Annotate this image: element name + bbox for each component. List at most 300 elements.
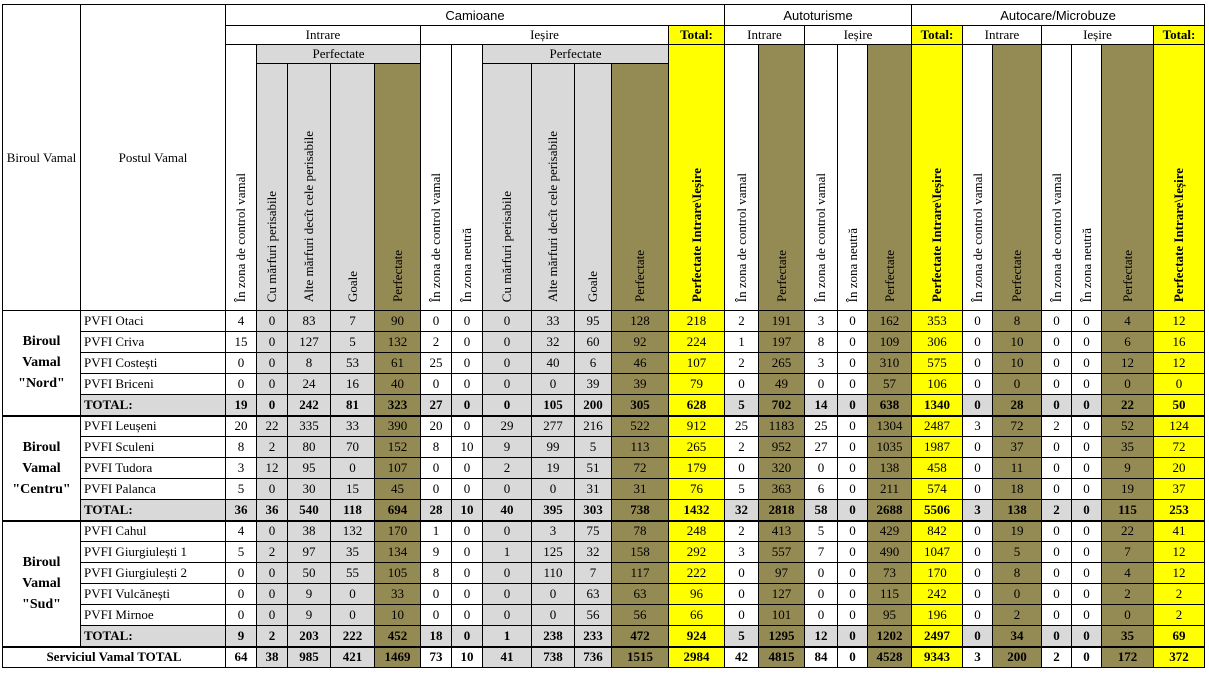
cell-value: 4528 bbox=[868, 647, 912, 668]
cell-value: 172 bbox=[1102, 647, 1154, 668]
cell-value: 0 bbox=[838, 626, 868, 647]
post-name: PVFI Sculeni bbox=[81, 437, 226, 458]
cell-value: 0 bbox=[725, 584, 759, 605]
cell-value: 0 bbox=[838, 563, 868, 584]
cell-value: 702 bbox=[759, 395, 805, 416]
cell-value: 0 bbox=[1042, 542, 1072, 563]
cell-value: 95 bbox=[575, 311, 612, 332]
cell-value: 0 bbox=[532, 479, 575, 500]
cell-value: 196 bbox=[912, 605, 963, 626]
cell-value: 7 bbox=[331, 311, 375, 332]
cell-value: 0 bbox=[483, 311, 532, 332]
cell-value: 0 bbox=[1072, 479, 1102, 500]
cell-value: 0 bbox=[963, 437, 993, 458]
header-bus-iesire: Ieșire bbox=[1042, 26, 1154, 45]
cell-value: 0 bbox=[452, 563, 483, 584]
cell-value: 99 bbox=[532, 437, 575, 458]
cell-value: 0 bbox=[838, 395, 868, 416]
cell-value: 30 bbox=[288, 479, 331, 500]
cell-value: 35 bbox=[331, 542, 375, 563]
cell-value: 3 bbox=[963, 416, 993, 437]
header-autoturisme: Autoturisme bbox=[725, 5, 912, 26]
biroul-name: Biroul Vamal "Sud" bbox=[3, 521, 81, 647]
header-auto-iesire: Ieșire bbox=[805, 26, 912, 45]
cell-value: 0 bbox=[805, 563, 838, 584]
cell-value: 24 bbox=[288, 374, 331, 395]
cell-value: 32 bbox=[725, 500, 759, 521]
cell-value: 277 bbox=[532, 416, 575, 437]
cell-value: 179 bbox=[669, 458, 725, 479]
cell-value: 0 bbox=[838, 311, 868, 332]
cell-value: 1 bbox=[725, 332, 759, 353]
cell-value: 0 bbox=[483, 395, 532, 416]
cell-value: 107 bbox=[669, 353, 725, 374]
cell-value: 0 bbox=[226, 353, 257, 374]
table-row bbox=[3, 437, 1205, 458]
cell-value: 110 bbox=[532, 563, 575, 584]
cell-value: 56 bbox=[575, 605, 612, 626]
cell-value: 985 bbox=[288, 647, 331, 668]
cell-value: 0 bbox=[421, 374, 452, 395]
cell-value: 132 bbox=[375, 332, 421, 353]
post-name: PVFI Mirnoe bbox=[81, 605, 226, 626]
cell-value: 0 bbox=[483, 479, 532, 500]
cell-value: 0 bbox=[532, 584, 575, 605]
cell-value: 575 bbox=[912, 353, 963, 374]
cell-value: 39 bbox=[612, 374, 669, 395]
cell-value: 9 bbox=[288, 605, 331, 626]
cell-value: 0 bbox=[1072, 437, 1102, 458]
cell-value: 25 bbox=[725, 416, 759, 437]
cell-value: 242 bbox=[912, 584, 963, 605]
cell-value: 0 bbox=[1072, 458, 1102, 479]
cell-value: 1340 bbox=[912, 395, 963, 416]
cell-value: 49 bbox=[759, 374, 805, 395]
cell-value: 0 bbox=[963, 563, 993, 584]
cell-value: 3 bbox=[963, 500, 993, 521]
header-col-perisabile: Cu mărfuri perisabile bbox=[257, 64, 288, 311]
cell-value: 253 bbox=[1154, 500, 1205, 521]
header-col-perfectate: Perfectate bbox=[868, 45, 912, 311]
cell-value: 170 bbox=[375, 521, 421, 542]
header-col-zona-neutra: În zona neutră bbox=[452, 45, 483, 311]
cell-value: 14 bbox=[805, 395, 838, 416]
total-label: TOTAL: bbox=[81, 626, 226, 647]
cell-value: 33 bbox=[532, 311, 575, 332]
cell-value: 37 bbox=[1154, 479, 1205, 500]
cell-value: 0 bbox=[963, 584, 993, 605]
header-col-zona-neutra: În zona neutră bbox=[1072, 45, 1102, 311]
cell-value: 0 bbox=[963, 542, 993, 563]
cell-value: 320 bbox=[759, 458, 805, 479]
cell-value: 46 bbox=[612, 353, 669, 374]
cell-value: 83 bbox=[288, 311, 331, 332]
cell-value: 0 bbox=[1072, 395, 1102, 416]
cell-value: 33 bbox=[331, 416, 375, 437]
cell-value: 42 bbox=[725, 647, 759, 668]
cell-value: 0 bbox=[805, 458, 838, 479]
header-camioane-intrare: Intrare bbox=[226, 26, 421, 45]
cell-value: 20 bbox=[421, 416, 452, 437]
cell-value: 1987 bbox=[912, 437, 963, 458]
cell-value: 11 bbox=[993, 458, 1042, 479]
biroul-name: Biroul Vamal "Centru" bbox=[3, 416, 81, 521]
cell-value: 69 bbox=[1154, 626, 1205, 647]
cell-value: 4815 bbox=[759, 647, 805, 668]
cell-value: 12 bbox=[1102, 353, 1154, 374]
cell-value: 109 bbox=[868, 332, 912, 353]
cell-value: 64 bbox=[226, 647, 257, 668]
cell-value: 1 bbox=[421, 521, 452, 542]
cell-value: 0 bbox=[963, 395, 993, 416]
cell-value: 0 bbox=[963, 311, 993, 332]
cell-value: 35 bbox=[1102, 626, 1154, 647]
cell-value: 50 bbox=[288, 563, 331, 584]
section-total-row bbox=[3, 395, 1205, 416]
cell-value: 2 bbox=[725, 353, 759, 374]
cell-value: 75 bbox=[575, 521, 612, 542]
cell-value: 81 bbox=[331, 395, 375, 416]
cell-value: 63 bbox=[575, 584, 612, 605]
header-perfectate-group: Perfectate bbox=[257, 45, 421, 64]
cell-value: 2818 bbox=[759, 500, 805, 521]
cell-value: 32 bbox=[532, 332, 575, 353]
cell-value: 222 bbox=[669, 563, 725, 584]
cell-value: 4 bbox=[226, 311, 257, 332]
cell-value: 242 bbox=[288, 395, 331, 416]
cell-value: 12 bbox=[1154, 311, 1205, 332]
cell-value: 8 bbox=[421, 563, 452, 584]
cell-value: 0 bbox=[1072, 332, 1102, 353]
cell-value: 0 bbox=[1042, 584, 1072, 605]
cell-value: 31 bbox=[575, 479, 612, 500]
cell-value: 0 bbox=[1072, 584, 1102, 605]
cell-value: 115 bbox=[1102, 500, 1154, 521]
cell-value: 0 bbox=[838, 542, 868, 563]
cell-value: 2 bbox=[257, 437, 288, 458]
cell-value: 0 bbox=[1042, 353, 1072, 374]
cell-value: 0 bbox=[838, 332, 868, 353]
cell-value: 15 bbox=[331, 479, 375, 500]
cell-value: 73 bbox=[868, 563, 912, 584]
cell-value: 2 bbox=[1042, 647, 1072, 668]
cell-value: 5 bbox=[993, 542, 1042, 563]
table-row bbox=[3, 458, 1205, 479]
cell-value: 2984 bbox=[669, 647, 725, 668]
table-row bbox=[3, 563, 1205, 584]
cell-value: 0 bbox=[805, 584, 838, 605]
cell-value: 19 bbox=[532, 458, 575, 479]
post-name: PVFI Tudora bbox=[81, 458, 226, 479]
cell-value: 0 bbox=[1072, 605, 1102, 626]
cell-value: 0 bbox=[452, 479, 483, 500]
cell-value: 306 bbox=[912, 332, 963, 353]
cell-value: 1304 bbox=[868, 416, 912, 437]
cell-value: 2 bbox=[257, 542, 288, 563]
header-col-zona-control: În zona de control vamal bbox=[421, 45, 452, 311]
cell-value: 55 bbox=[331, 563, 375, 584]
cell-value: 0 bbox=[1042, 332, 1072, 353]
cell-value: 0 bbox=[963, 521, 993, 542]
cell-value: 4 bbox=[1102, 311, 1154, 332]
cell-value: 421 bbox=[331, 647, 375, 668]
cell-value: 413 bbox=[759, 521, 805, 542]
cell-value: 472 bbox=[612, 626, 669, 647]
cell-value: 0 bbox=[1042, 395, 1072, 416]
header-col-alte: Alte mărfuri decît cele perisabile bbox=[288, 64, 331, 311]
cell-value: 363 bbox=[759, 479, 805, 500]
cell-value: 0 bbox=[452, 311, 483, 332]
cell-value: 7 bbox=[805, 542, 838, 563]
cell-value: 0 bbox=[452, 416, 483, 437]
cell-value: 22 bbox=[257, 416, 288, 437]
header-col-perf-intrare-iesire: Perfectate Intrare\Ieșire bbox=[912, 45, 963, 311]
cell-value: 0 bbox=[1102, 605, 1154, 626]
cell-value: 101 bbox=[759, 605, 805, 626]
cell-value: 9 bbox=[288, 584, 331, 605]
cell-value: 8 bbox=[805, 332, 838, 353]
cell-value: 0 bbox=[1042, 605, 1072, 626]
cell-value: 8 bbox=[288, 353, 331, 374]
cell-value: 22 bbox=[1102, 521, 1154, 542]
cell-value: 58 bbox=[805, 500, 838, 521]
cell-value: 84 bbox=[805, 647, 838, 668]
cell-value: 19 bbox=[993, 521, 1042, 542]
header-col-zona-control: În zona de control vamal bbox=[805, 45, 838, 311]
post-name: PVFI Briceni bbox=[81, 374, 226, 395]
cell-value: 138 bbox=[868, 458, 912, 479]
cell-value: 0 bbox=[838, 521, 868, 542]
cell-value: 0 bbox=[331, 458, 375, 479]
header-col-perf-intrare-iesire: Perfectate Intrare\Ieșire bbox=[1154, 45, 1205, 311]
cell-value: 490 bbox=[868, 542, 912, 563]
cell-value: 5 bbox=[226, 542, 257, 563]
cell-value: 2 bbox=[1154, 584, 1205, 605]
cell-value: 265 bbox=[669, 437, 725, 458]
cell-value: 0 bbox=[257, 395, 288, 416]
cell-value: 5 bbox=[805, 521, 838, 542]
cell-value: 97 bbox=[288, 542, 331, 563]
cell-value: 0 bbox=[1042, 311, 1072, 332]
table-row bbox=[3, 311, 1205, 332]
cell-value: 0 bbox=[1042, 479, 1072, 500]
cell-value: 95 bbox=[868, 605, 912, 626]
cell-value: 25 bbox=[421, 353, 452, 374]
header-col-perfectate: Perfectate bbox=[375, 64, 421, 311]
cell-value: 72 bbox=[1154, 437, 1205, 458]
header-col-zona-control: În zona de control vamal bbox=[226, 45, 257, 311]
cell-value: 738 bbox=[532, 647, 575, 668]
cell-value: 0 bbox=[838, 353, 868, 374]
cell-value: 5 bbox=[725, 395, 759, 416]
cell-value: 2 bbox=[1042, 416, 1072, 437]
cell-value: 36 bbox=[257, 500, 288, 521]
cell-value: 9 bbox=[483, 437, 532, 458]
header-postul-vamal: Postul Vamal bbox=[81, 5, 226, 311]
header-auto-total: Total: bbox=[912, 26, 963, 45]
cell-value: 952 bbox=[759, 437, 805, 458]
cell-value: 0 bbox=[725, 605, 759, 626]
cell-value: 0 bbox=[226, 605, 257, 626]
cell-value: 70 bbox=[331, 437, 375, 458]
cell-value: 52 bbox=[1102, 416, 1154, 437]
cell-value: 557 bbox=[759, 542, 805, 563]
post-name: PVFI Palanca bbox=[81, 479, 226, 500]
cell-value: 0 bbox=[257, 332, 288, 353]
cell-value: 41 bbox=[1154, 521, 1205, 542]
cell-value: 0 bbox=[483, 605, 532, 626]
cell-value: 0 bbox=[483, 521, 532, 542]
cell-value: 15 bbox=[226, 332, 257, 353]
cell-value: 1295 bbox=[759, 626, 805, 647]
cell-value: 574 bbox=[912, 479, 963, 500]
cell-value: 540 bbox=[288, 500, 331, 521]
cell-value: 8 bbox=[226, 437, 257, 458]
cell-value: 233 bbox=[575, 626, 612, 647]
cell-value: 3 bbox=[532, 521, 575, 542]
cell-value: 128 bbox=[612, 311, 669, 332]
cell-value: 105 bbox=[375, 563, 421, 584]
cell-value: 1183 bbox=[759, 416, 805, 437]
cell-value: 0 bbox=[1072, 521, 1102, 542]
cell-value: 63 bbox=[612, 584, 669, 605]
cell-value: 0 bbox=[1042, 521, 1072, 542]
cell-value: 9343 bbox=[912, 647, 963, 668]
post-name: PVFI Otaci bbox=[81, 311, 226, 332]
cell-value: 0 bbox=[1072, 374, 1102, 395]
cell-value: 158 bbox=[612, 542, 669, 563]
cell-value: 9 bbox=[421, 542, 452, 563]
cell-value: 39 bbox=[575, 374, 612, 395]
cell-value: 117 bbox=[612, 563, 669, 584]
cell-value: 3 bbox=[805, 353, 838, 374]
cell-value: 0 bbox=[963, 458, 993, 479]
cell-value: 353 bbox=[912, 311, 963, 332]
header-col-perfectate: Perfectate bbox=[759, 45, 805, 311]
cell-value: 200 bbox=[993, 647, 1042, 668]
cell-value: 50 bbox=[1154, 395, 1205, 416]
cell-value: 2 bbox=[1042, 500, 1072, 521]
table-row bbox=[3, 542, 1205, 563]
cell-value: 0 bbox=[331, 605, 375, 626]
cell-value: 310 bbox=[868, 353, 912, 374]
cell-value: 1 bbox=[483, 542, 532, 563]
cell-value: 248 bbox=[669, 521, 725, 542]
header-autocare: Autocare/Microbuze bbox=[912, 5, 1205, 26]
cell-value: 5 bbox=[226, 479, 257, 500]
cell-value: 238 bbox=[532, 626, 575, 647]
total-label: TOTAL: bbox=[81, 500, 226, 521]
cell-value: 0 bbox=[452, 353, 483, 374]
post-name: PVFI Cahul bbox=[81, 521, 226, 542]
header-perfectate-group: Perfectate bbox=[483, 45, 669, 64]
cell-value: 4 bbox=[226, 521, 257, 542]
cell-value: 0 bbox=[838, 458, 868, 479]
cell-value: 118 bbox=[331, 500, 375, 521]
cell-value: 19 bbox=[226, 395, 257, 416]
cell-value: 912 bbox=[669, 416, 725, 437]
cell-value: 127 bbox=[759, 584, 805, 605]
cell-value: 41 bbox=[483, 647, 532, 668]
cell-value: 0 bbox=[1154, 374, 1205, 395]
cell-value: 138 bbox=[993, 500, 1042, 521]
cell-value: 8 bbox=[993, 563, 1042, 584]
cell-value: 2 bbox=[993, 605, 1042, 626]
cell-value: 211 bbox=[868, 479, 912, 500]
cell-value: 6 bbox=[805, 479, 838, 500]
cell-value: 1469 bbox=[375, 647, 421, 668]
cell-value: 0 bbox=[226, 563, 257, 584]
cell-value: 0 bbox=[838, 647, 868, 668]
cell-value: 1 bbox=[483, 626, 532, 647]
table-row bbox=[3, 374, 1205, 395]
cell-value: 2 bbox=[483, 458, 532, 479]
cell-value: 16 bbox=[331, 374, 375, 395]
cell-value: 105 bbox=[532, 395, 575, 416]
cell-value: 0 bbox=[421, 584, 452, 605]
cell-value: 107 bbox=[375, 458, 421, 479]
cell-value: 0 bbox=[452, 395, 483, 416]
cell-value: 25 bbox=[805, 416, 838, 437]
cell-value: 72 bbox=[612, 458, 669, 479]
cell-value: 35 bbox=[1102, 437, 1154, 458]
cell-value: 7 bbox=[1102, 542, 1154, 563]
cell-value: 7 bbox=[575, 563, 612, 584]
cell-value: 2 bbox=[257, 626, 288, 647]
cell-value: 90 bbox=[375, 311, 421, 332]
cell-value: 124 bbox=[1154, 416, 1205, 437]
cell-value: 0 bbox=[993, 584, 1042, 605]
cell-value: 0 bbox=[1072, 500, 1102, 521]
cell-value: 29 bbox=[483, 416, 532, 437]
cell-value: 2 bbox=[1102, 584, 1154, 605]
cell-value: 638 bbox=[868, 395, 912, 416]
cell-value: 10 bbox=[993, 332, 1042, 353]
header-col-perisabile: Cu mărfuri perisabile bbox=[483, 64, 532, 311]
cell-value: 224 bbox=[669, 332, 725, 353]
cell-value: 76 bbox=[669, 479, 725, 500]
header-col-perf-intrare-iesire: Perfectate Intrare\Ieșire bbox=[669, 45, 725, 311]
cell-value: 57 bbox=[868, 374, 912, 395]
cell-value: 0 bbox=[483, 584, 532, 605]
cell-value: 2688 bbox=[868, 500, 912, 521]
cell-value: 628 bbox=[669, 395, 725, 416]
cell-value: 2 bbox=[1154, 605, 1205, 626]
customs-statistics-table bbox=[2, 4, 1205, 668]
cell-value: 115 bbox=[868, 584, 912, 605]
header-col-perfectate: Perfectate bbox=[1102, 45, 1154, 311]
cell-value: 79 bbox=[669, 374, 725, 395]
cell-value: 0 bbox=[1102, 374, 1154, 395]
cell-value: 0 bbox=[452, 458, 483, 479]
table-row bbox=[3, 479, 1205, 500]
header-col-perfectate: Perfectate bbox=[612, 64, 669, 311]
cell-value: 0 bbox=[725, 374, 759, 395]
cell-value: 0 bbox=[838, 605, 868, 626]
cell-value: 10 bbox=[375, 605, 421, 626]
cell-value: 303 bbox=[575, 500, 612, 521]
cell-value: 0 bbox=[452, 605, 483, 626]
header-col-zona-neutra: În zona neutră bbox=[838, 45, 868, 311]
cell-value: 28 bbox=[993, 395, 1042, 416]
cell-value: 0 bbox=[257, 374, 288, 395]
table-row bbox=[3, 416, 1205, 437]
cell-value: 0 bbox=[483, 563, 532, 584]
cell-value: 37 bbox=[993, 437, 1042, 458]
post-name: PVFI Giurgiulești 2 bbox=[81, 563, 226, 584]
cell-value: 12 bbox=[805, 626, 838, 647]
cell-value: 0 bbox=[1042, 458, 1072, 479]
